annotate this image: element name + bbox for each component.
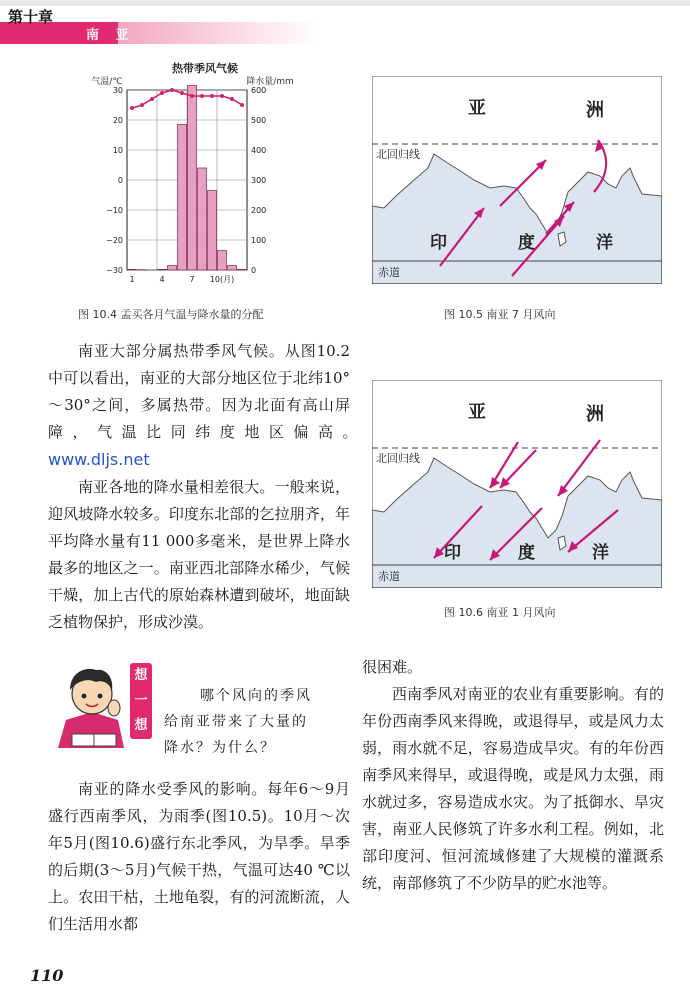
- precip-bar: [158, 269, 167, 270]
- chart-ylabel-left: 气温/℃: [91, 77, 123, 87]
- label-asia-2: 洲: [586, 404, 604, 425]
- temperature-point: [210, 94, 214, 98]
- think-question: [164, 683, 342, 761]
- paragraph-continuation: 很困难。: [362, 658, 423, 676]
- think-tag-char: 一: [134, 693, 148, 708]
- paragraph-agriculture: 西南季风对南亚的农业有重要影响。有的年份西南季风来得晚，或退得早，或是风力太弱，雨水就不足，容易造成旱灾。有的年份西南季风来得早，或退得晚，或是风力太强，雨水就过多，容易造成水灾。为了抵御水、旱灾害，南亚人民修筑了许多水利工程。例如，北部印度河、恒河流域修建了大规模的灌溉系统，南部修筑了不少防旱的贮水池等。: [362, 685, 664, 892]
- temperature-point: [170, 88, 174, 92]
- temperature-point: [180, 91, 184, 95]
- tick-label-x: 7: [189, 275, 195, 284]
- tick-label-left: 0: [117, 176, 123, 185]
- student-illustration: [52, 660, 132, 750]
- temperature-point: [140, 103, 144, 107]
- label-ocean-2: 度: [518, 543, 535, 563]
- temperature-point: [160, 91, 164, 95]
- page-number: 110: [30, 966, 64, 985]
- tick-label-left: −20: [106, 236, 123, 245]
- label-asia-1: 亚: [468, 98, 486, 119]
- tick-label-left: 30: [112, 86, 123, 95]
- tick-label-right: 500: [251, 116, 267, 125]
- think-question-line: 哪个风向的季风: [200, 688, 312, 704]
- tick-label-x: 10(月): [209, 275, 235, 284]
- tick-label-right: 600: [251, 86, 267, 95]
- label-tropic: 北回归线: [376, 452, 420, 465]
- precip-bar: [198, 168, 207, 270]
- section-title: 南 亚: [86, 28, 135, 43]
- chart-ylabel-right: 降水量/mm: [246, 77, 294, 87]
- think-question-line: 给南亚带来了大量的: [164, 714, 308, 730]
- label-equator: 赤道: [378, 266, 400, 279]
- think-tag-char: 想: [134, 718, 148, 733]
- header-band: [0, 0, 690, 6]
- precip-bar: [128, 269, 137, 270]
- tick-label-left: 20: [112, 116, 123, 125]
- precip-bar: [218, 251, 227, 271]
- precip-bar: [168, 266, 177, 271]
- tick-label-left: −10: [106, 206, 123, 215]
- paragraph-precipitation: 南亚各地的降水量相差很大。一般来说，迎风坡降水较多。印度东北部的乞拉朋齐，年平均降水量有11 000多毫米，是世界上降水最多的地区之一。南亚西北部降水稀少，气候干燥，加上古代的原始森林遭到破坏，地面缺乏植物保护，形成沙漠。: [48, 478, 350, 631]
- temperature-point: [190, 94, 194, 98]
- tick-label-right: 100: [251, 236, 267, 245]
- label-ocean-3: 洋: [596, 233, 613, 253]
- label-asia-1: 亚: [468, 402, 486, 423]
- chart-title: 热带季风气候: [172, 62, 238, 75]
- temperature-point: [130, 106, 134, 110]
- precip-bar: [238, 269, 247, 270]
- watermark-url: www.dljs.net: [48, 450, 150, 469]
- right-column-text: [362, 654, 664, 897]
- paragraph-climate-text: 南亚大部分属热带季风气候。从图10.2中可以看出，南亚的大部分地区位于北纬10°～30°之间，多属热带。因为北面有高山屏障，气温比同纬度地区偏高。: [48, 342, 350, 441]
- paragraph-monsoon: [48, 776, 350, 938]
- header-accent-fade: [118, 22, 318, 44]
- precip-bar: [228, 266, 237, 271]
- label-ocean-3: 洋: [592, 543, 609, 563]
- temperature-point: [220, 94, 224, 98]
- think-tag-char: 想: [134, 668, 148, 683]
- tick-label-right: 400: [251, 146, 267, 155]
- label-ocean-2: 度: [518, 233, 535, 253]
- temperature-point: [200, 94, 204, 98]
- tick-label-x: 1: [129, 275, 135, 284]
- paragraph-climate: [48, 338, 350, 474]
- fig106-caption: 图 10.6 南亚 1 月风向: [444, 606, 556, 619]
- tick-label-right: 0: [251, 266, 257, 275]
- fig105-caption: 图 10.5 南亚 7 月风向: [444, 308, 556, 321]
- precip-bar: [208, 191, 217, 271]
- label-ocean-1: 印: [430, 233, 447, 253]
- label-ocean-1: 印: [444, 543, 461, 563]
- tick-label-left: 10: [112, 146, 123, 155]
- tick-label-x: 4: [159, 275, 165, 284]
- label-equator: 赤道: [378, 570, 400, 583]
- map-january-winds: [372, 380, 662, 588]
- climate-chart: [85, 58, 310, 290]
- label-tropic: 北回归线: [376, 148, 420, 161]
- think-tag: [130, 663, 152, 739]
- left-column-text: [48, 338, 350, 636]
- chapter-title: 第十章: [8, 8, 54, 26]
- tick-label-right: 300: [251, 176, 267, 185]
- paragraph-monsoon-text: 南亚的降水受季风的影响。每年6～9月盛行西南季风，为雨季(图10.5)。10月～次年5月(图10.6)盛行东北季风，为旱季。旱季的后期(3～5月)气候干热，气温可达40 ℃以上。农田干枯，土地龟裂，有的河流断流，人们生活用水都: [48, 780, 350, 933]
- precip-bar: [188, 86, 197, 271]
- fig104-caption: 图 10.4 孟买各月气温与降水量的分配: [78, 308, 264, 321]
- temperature-point: [230, 97, 234, 101]
- tick-label-left: −30: [106, 266, 123, 275]
- map-july-winds: [372, 76, 662, 284]
- temperature-point: [240, 103, 244, 107]
- tick-label-right: 200: [251, 206, 267, 215]
- temperature-point: [150, 97, 154, 101]
- think-question-line: 降水？为什么？: [164, 740, 276, 756]
- label-asia-2: 洲: [586, 100, 604, 121]
- precip-bar: [178, 125, 187, 271]
